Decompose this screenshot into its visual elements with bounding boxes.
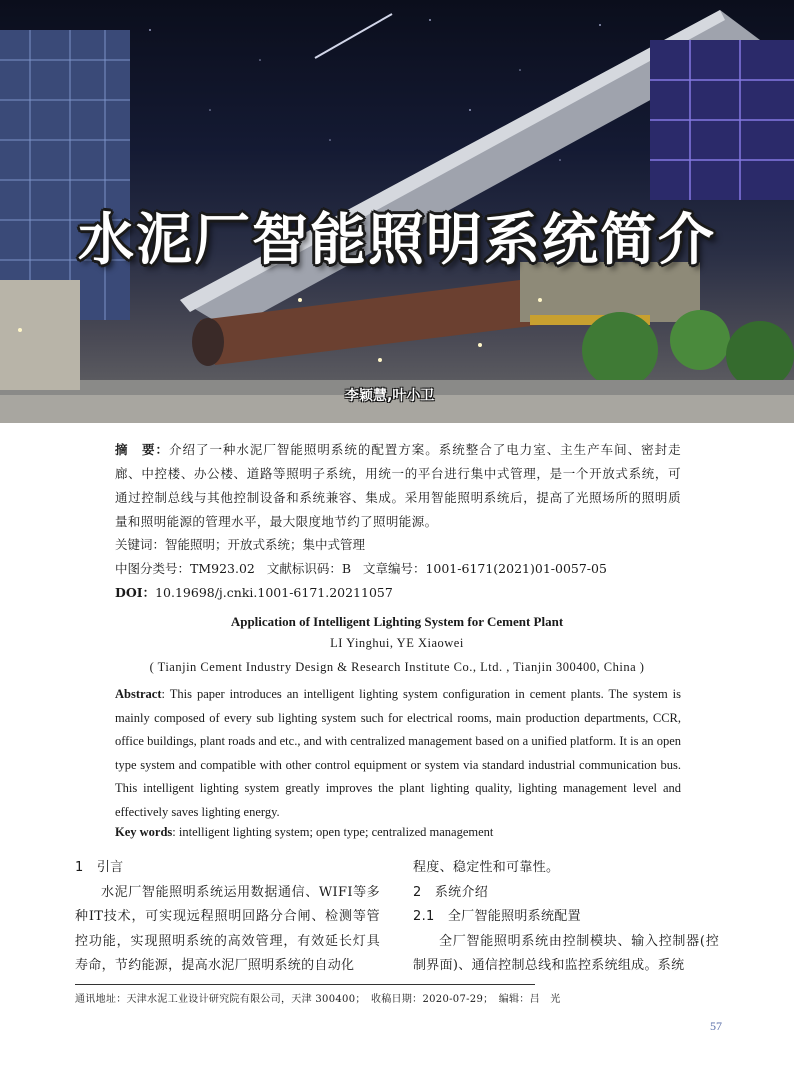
section-1-heading: 1 引言 [75,860,124,875]
abstract-text: 介绍了一种水泥厂智能照明系统的配置方案。系统整合了电力室、主生产车间、密封走廊、中控楼、办公楼、道路等照明子系统，用统一的平台进行集中式管理，是一个开放式系统，可通过控制总线与其他控制设备和系统兼容、集成。采用智能照明系统后，提高了光照场所的照明质量和照明能源的管理水平，最大限度地节约了照明能源。 [115,442,681,529]
hero-image [0,0,794,423]
english-abstract-label: Abstract [115,687,162,701]
cls-value: TM923.02 [190,561,255,576]
section-2-heading: 2 系统介绍 [413,884,489,900]
doc-code-label: 文献标识码： [266,561,342,576]
section-2-1-heading: 2.1 全厂智能照明系统配置 [413,909,581,924]
cls-label: 中图分类号： [115,561,191,576]
doi-line [115,583,393,601]
english-authors: LI Yinghui, YE Xiaowei [330,636,464,650]
keywords-label: 关键词： [115,537,166,552]
keywords-line [115,535,365,553]
english-keywords-text: : intelligent lighting system; open type; centralized management [172,825,494,839]
article-no-value: 1001-6171(2021)01-0057-05 [425,561,607,576]
body-column-left [75,856,380,979]
english-abstract [115,683,681,824]
article-no-label: 文章编号： [362,561,426,576]
body-column-right [413,856,719,979]
doc-code-value: B [341,561,352,576]
english-keywords-label: Key words [115,825,173,839]
footnote: 通讯地址：天津水泥工业设计研究院有限公司，天津 300400； 收稿日期：2020-07-29； 编辑：吕 光 [75,994,561,1005]
article-authors: 李颖慧,叶小卫 [345,388,435,404]
english-keywords [115,825,493,840]
english-abstract-text: : This paper introduces an intelligent lighting system configuration in cement plants. The system is mainly composed of every sub lighting system such for electrical rooms, main production departments, CCR, office buildings, plant roads and etc., and with centralized management based on a unified platform. It is an open type system and compatible with other control equipment or system via standard industrial communication bus. This intelligent lighting system greatly improves the plant lighting quality, lighting management level and effectively saves lighting energy. [115,687,681,819]
doi-value: 10.19698/j.cnki.1001-6171.20211057 [155,585,393,600]
doi-label: DOI： [115,585,156,600]
keywords-text: 智能照明；开放式系统；集中式管理 [165,537,366,552]
page-number: 57 [710,1019,722,1033]
section-2-1-paragraph: 全厂智能照明系统由控制模块、输入控制器(控制界面)、通信控制总线和监控系统组成。系统 [413,933,719,973]
footnote-divider [75,984,535,985]
english-affiliation: ( Tianjin Cement Industry Design & Research Institute Co., Ltd. , Tianjin 300400, China ) [149,660,645,674]
english-title: Application of Intelligent Lighting System for Cement Plant [230,614,564,629]
chinese-abstract [115,438,681,534]
article-title: 水泥厂智能照明系统简介 [78,208,716,273]
section-1-paragraph: 水泥厂智能照明系统运用数据通信、WIFI等多种IT技术，可实现远程照明回路分合闸、检测等管控功能，实现照明系统的高效管理，有效延长灯具寿命，节约能源，提高水泥厂照明系统的自动化 [75,884,380,973]
abstract-label: 摘 要： [115,442,169,457]
section-1-continuation: 程度、稳定性和可靠性。 [413,860,560,875]
classification-line [115,559,607,577]
